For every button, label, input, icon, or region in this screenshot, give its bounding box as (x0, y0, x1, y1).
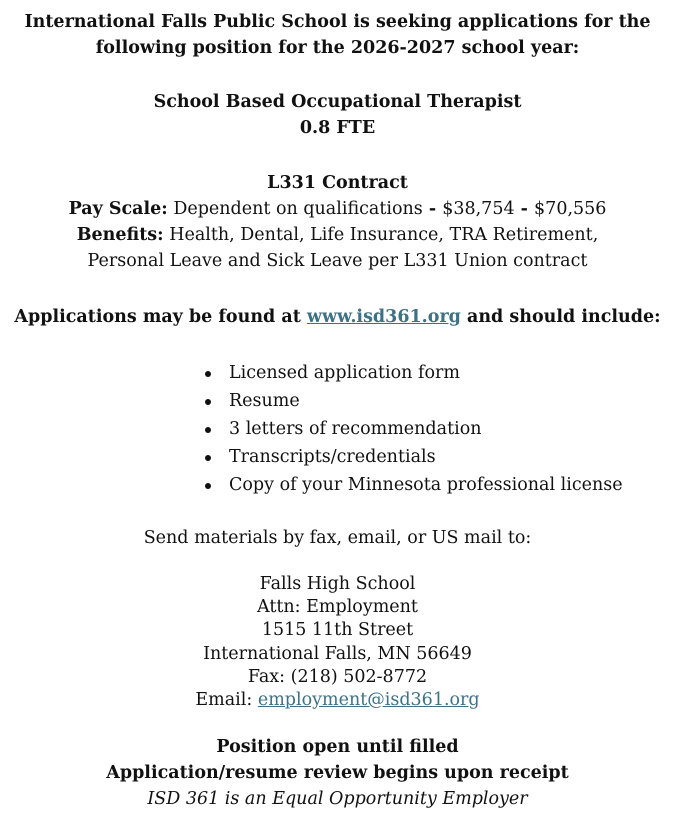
pay-separator-1: - (422, 199, 443, 219)
address-name: Falls High School (259, 574, 416, 594)
header-line-1: International Falls Public School is seeking applications for the (24, 12, 651, 32)
send-intro: Send materials by fax, email, or US mail to: (143, 528, 532, 548)
position-title: School Based Occupational Therapist (153, 92, 522, 112)
eoe-text: ISD 361 is an Equal Opportunity Employer (147, 789, 528, 809)
requirement-text: Transcripts/credentials (229, 447, 436, 467)
header (0, 9, 675, 61)
position-block (0, 89, 675, 141)
bullet-icon (205, 483, 211, 489)
benefits-text: Health, Dental, Life Insurance, TRA Retirement, (169, 225, 599, 245)
list-item (205, 415, 623, 443)
pay-scale-line (0, 196, 675, 222)
bullet-icon (205, 399, 211, 405)
mailing-address (0, 573, 675, 712)
address-city: International Falls, MN 56649 (203, 643, 472, 664)
fax-number: Fax: (218) 502-8772 (247, 666, 428, 687)
applications-block (0, 304, 675, 330)
footer (0, 734, 675, 812)
pay-high: $70,556 (534, 199, 607, 219)
applications-line (0, 304, 675, 330)
list-item (205, 359, 623, 387)
benefits-label: Benefits: (76, 225, 164, 245)
contract-block (0, 170, 675, 274)
list-item (205, 471, 623, 499)
review-text: Application/resume review begins upon receipt (106, 763, 569, 783)
benefits-line-2: Personal Leave and Sick Leave per L331 Union contract (87, 251, 588, 271)
pay-separator-2: - (514, 199, 535, 219)
applications-prefix: Applications may be found at (14, 307, 307, 327)
website-link[interactable]: www.isd361.org (306, 307, 461, 327)
list-item (205, 387, 623, 415)
requirement-text: Resume (229, 391, 300, 411)
header-line-2: following position for the 2026-2027 school year: (95, 38, 580, 58)
pay-scale-text: Dependent on qualifications (173, 199, 423, 219)
pay-scale-label: Pay Scale: (68, 199, 168, 219)
applications-suffix: and should include: (460, 307, 661, 327)
pay-low: $38,754 (442, 199, 515, 219)
address-street: 1515 11th Street (261, 620, 414, 641)
contract-name: L331 Contract (267, 173, 408, 193)
requirement-text: Copy of your Minnesota professional license (229, 475, 623, 495)
requirement-text: 3 letters of recommendation (229, 419, 482, 439)
email-link[interactable]: employment@isd361.org (257, 690, 480, 711)
email-label: Email: (195, 690, 258, 711)
bullet-icon (205, 371, 211, 377)
email-line (0, 689, 675, 712)
position-fte: 0.8 FTE (299, 118, 376, 138)
bullet-icon (205, 427, 211, 433)
send-intro-block (0, 525, 675, 551)
requirement-text: Licensed application form (229, 363, 460, 383)
requirements-list (205, 359, 623, 499)
benefits-line (0, 222, 675, 248)
position-open-text: Position open until filled (216, 737, 459, 757)
list-item (205, 443, 623, 471)
address-attn: Attn: Employment (257, 597, 418, 618)
bullet-icon (205, 455, 211, 461)
